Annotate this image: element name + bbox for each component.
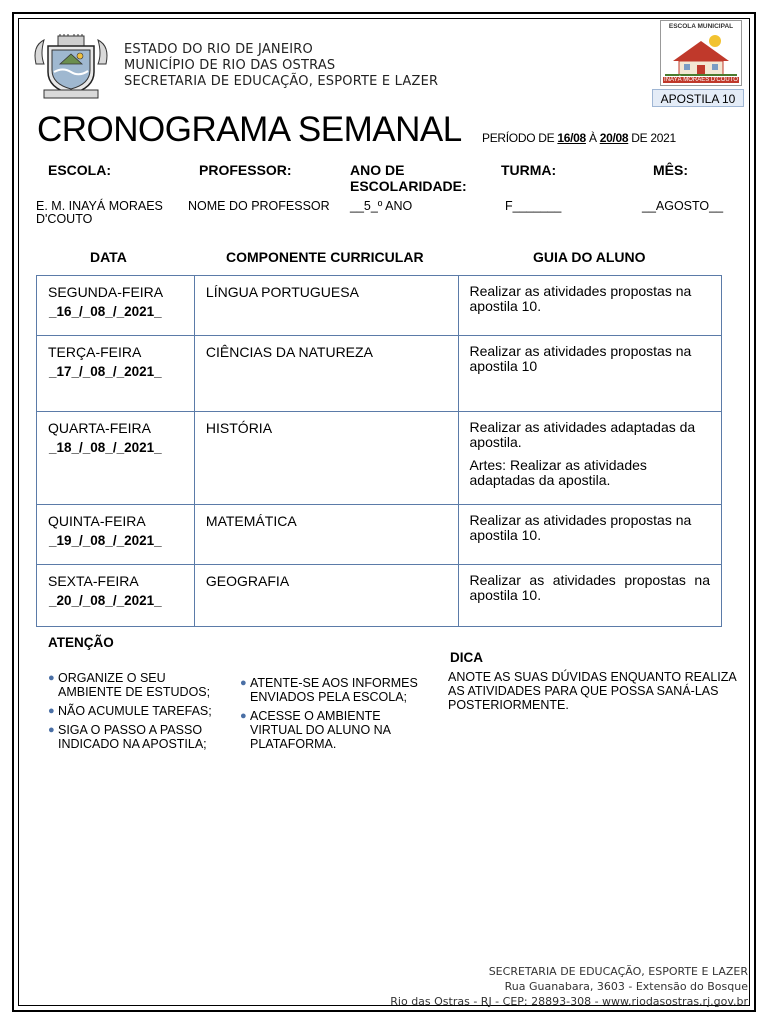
period-end-date: 20/08 <box>599 131 629 145</box>
date-cell <box>37 412 195 505</box>
list-item <box>48 671 226 699</box>
day-name: SEGUNDA-FEIRA <box>48 284 164 300</box>
date-value: _16_/_08_/_2021_ <box>49 304 162 319</box>
ano-value: __5_º ANO <box>350 199 413 213</box>
bullet-icon: ● <box>48 724 55 736</box>
gov-line-secretariat: SECRETARIA DE EDUCAÇÃO, ESPORTE E LAZER <box>124 74 439 89</box>
day-name: SEXTA-FEIRA <box>48 573 139 589</box>
tip-text: NÃO ACUMULE TAREFAS; <box>58 704 212 718</box>
period-prefix: PERÍODO DE <box>482 131 558 145</box>
government-header <box>124 42 438 90</box>
guide-cell <box>458 276 722 336</box>
date-value: _20_/_08_/_2021_ <box>49 593 162 608</box>
turma-label: TURMA: <box>501 162 557 178</box>
date-value: _17_/_08_/_2021_ <box>49 364 162 379</box>
mes-value: __AGOSTO__ <box>642 199 724 213</box>
list-item <box>240 676 430 704</box>
atencao-title: ATENÇÃO <box>48 635 114 650</box>
ano-label-line2: ESCOLARIDADE: <box>350 178 467 194</box>
header-guia: GUIA DO ALUNO <box>533 249 646 265</box>
guide-cell <box>458 565 722 627</box>
professor-label: PROFESSOR: <box>199 162 292 178</box>
footer-contact: Rio das Ostras - RJ - CEP: 28893-308 - www.riodasostras.rj.gov.br <box>390 995 748 1008</box>
date-cell <box>37 276 195 336</box>
bullet-icon: ● <box>48 705 55 717</box>
subject-cell: MATEMÁTICA <box>194 505 458 565</box>
date-cell <box>37 336 195 412</box>
gov-line-municipality: MUNICÍPIO DE RIO DAS OSTRAS <box>124 58 336 73</box>
guide-text: Realizar as atividades propostas na apostila 10 <box>469 343 692 374</box>
atencao-list-right <box>240 676 430 756</box>
professor-value: NOME DO PROFESSOR <box>188 199 330 213</box>
subject-cell: CIÊNCIAS DA NATUREZA <box>194 336 458 412</box>
day-name: TERÇA-FEIRA <box>48 344 142 360</box>
date-cell <box>37 565 195 627</box>
tip-text: ATENTE-SE AOS INFORMES ENVIADOS PELA ESCOLA; <box>250 676 418 704</box>
ano-label-line1: ANO DE <box>350 162 405 178</box>
dica-title: DICA <box>450 650 483 665</box>
guide-cell <box>458 412 722 505</box>
list-item <box>240 709 430 751</box>
school-logo-icon <box>660 20 742 86</box>
footer-secretariat: SECRETARIA DE EDUCAÇÃO, ESPORTE E LAZER <box>488 965 748 978</box>
period-middle: À <box>585 131 600 145</box>
page-title: CRONOGRAMA SEMANAL <box>37 110 462 149</box>
subject-cell: HISTÓRIA <box>194 412 458 505</box>
period-start-date: 16/08 <box>557 131 586 145</box>
guide-cell <box>458 505 722 565</box>
ano-label <box>350 162 467 194</box>
guide-text: Realizar as atividades adaptadas da apostila. <box>469 419 696 450</box>
dica-text: ANOTE AS SUAS DÚVIDAS ENQUANTO REALIZA AS ATIVIDADES PARA QUE POSSA SANÁ-LAS POSTERIORMENTE. <box>448 670 737 712</box>
turma-value: F_______ <box>505 199 562 213</box>
subject-cell: GEOGRAFIA <box>194 565 458 627</box>
escola-value-line2: D'COUTO <box>36 212 93 226</box>
list-item <box>48 723 226 751</box>
footer-address: Rua Guanabara, 3603 - Extensão do Bosque <box>504 980 748 993</box>
gov-line-state: ESTADO DO RIO DE JANEIRO <box>124 42 313 57</box>
guide-text-artes: Artes: Realizar as atividades adaptadas da apostila. <box>469 457 647 488</box>
bullet-icon: ● <box>48 672 55 684</box>
day-name: QUINTA-FEIRA <box>48 513 146 529</box>
table-row <box>37 336 722 412</box>
mes-label: MÊS: <box>653 162 688 178</box>
schedule-table <box>36 275 722 627</box>
header-data: DATA <box>90 249 127 265</box>
school-logo-top-text: ESCOLA MUNICIPAL <box>668 23 734 30</box>
list-item <box>48 704 226 718</box>
escola-label: ESCOLA: <box>48 162 111 178</box>
tip-text: SIGA O PASSO A PASSO INDICADO NA APOSTILA; <box>58 723 207 751</box>
header-componente: COMPONENTE CURRICULAR <box>226 249 424 265</box>
guide-text: Realizar as atividades propostas na apostila 10. <box>469 572 710 603</box>
guide-cell <box>458 336 722 412</box>
guide-text: Realizar as atividades propostas na apostila 10. <box>469 283 692 314</box>
table-row <box>37 276 722 336</box>
tip-text: ORGANIZE O SEU AMBIENTE DE ESTUDOS; <box>58 671 211 699</box>
atencao-list-left <box>48 671 226 756</box>
coat-of-arms-icon <box>30 34 112 100</box>
bullet-icon: ● <box>240 710 247 722</box>
table-row <box>37 505 722 565</box>
date-value: _18_/_08_/_2021_ <box>49 440 162 455</box>
school-logo-bottom-text: INAYÁ MORAES D'COUTO <box>664 77 738 83</box>
subject-cell: LÍNGUA PORTUGUESA <box>194 276 458 336</box>
apostila-badge: APOSTILA 10 <box>652 89 744 107</box>
footer <box>390 964 748 1009</box>
table-row <box>37 412 722 505</box>
date-cell <box>37 505 195 565</box>
day-name: QUARTA-FEIRA <box>48 420 151 436</box>
escola-value-line1: E. M. INAYÁ MORAES <box>36 199 163 213</box>
tip-text: ACESSE O AMBIENTE VIRTUAL DO ALUNO NA PLATAFORMA. <box>250 709 391 751</box>
guide-text: Realizar as atividades propostas na apostila 10. <box>469 512 692 543</box>
bullet-icon: ● <box>240 677 247 689</box>
period-suffix: DE 2021 <box>628 131 676 145</box>
date-value: _19_/_08_/_2021_ <box>49 533 162 548</box>
escola-value <box>36 200 163 226</box>
table-row <box>37 565 722 627</box>
period-range <box>482 131 676 145</box>
